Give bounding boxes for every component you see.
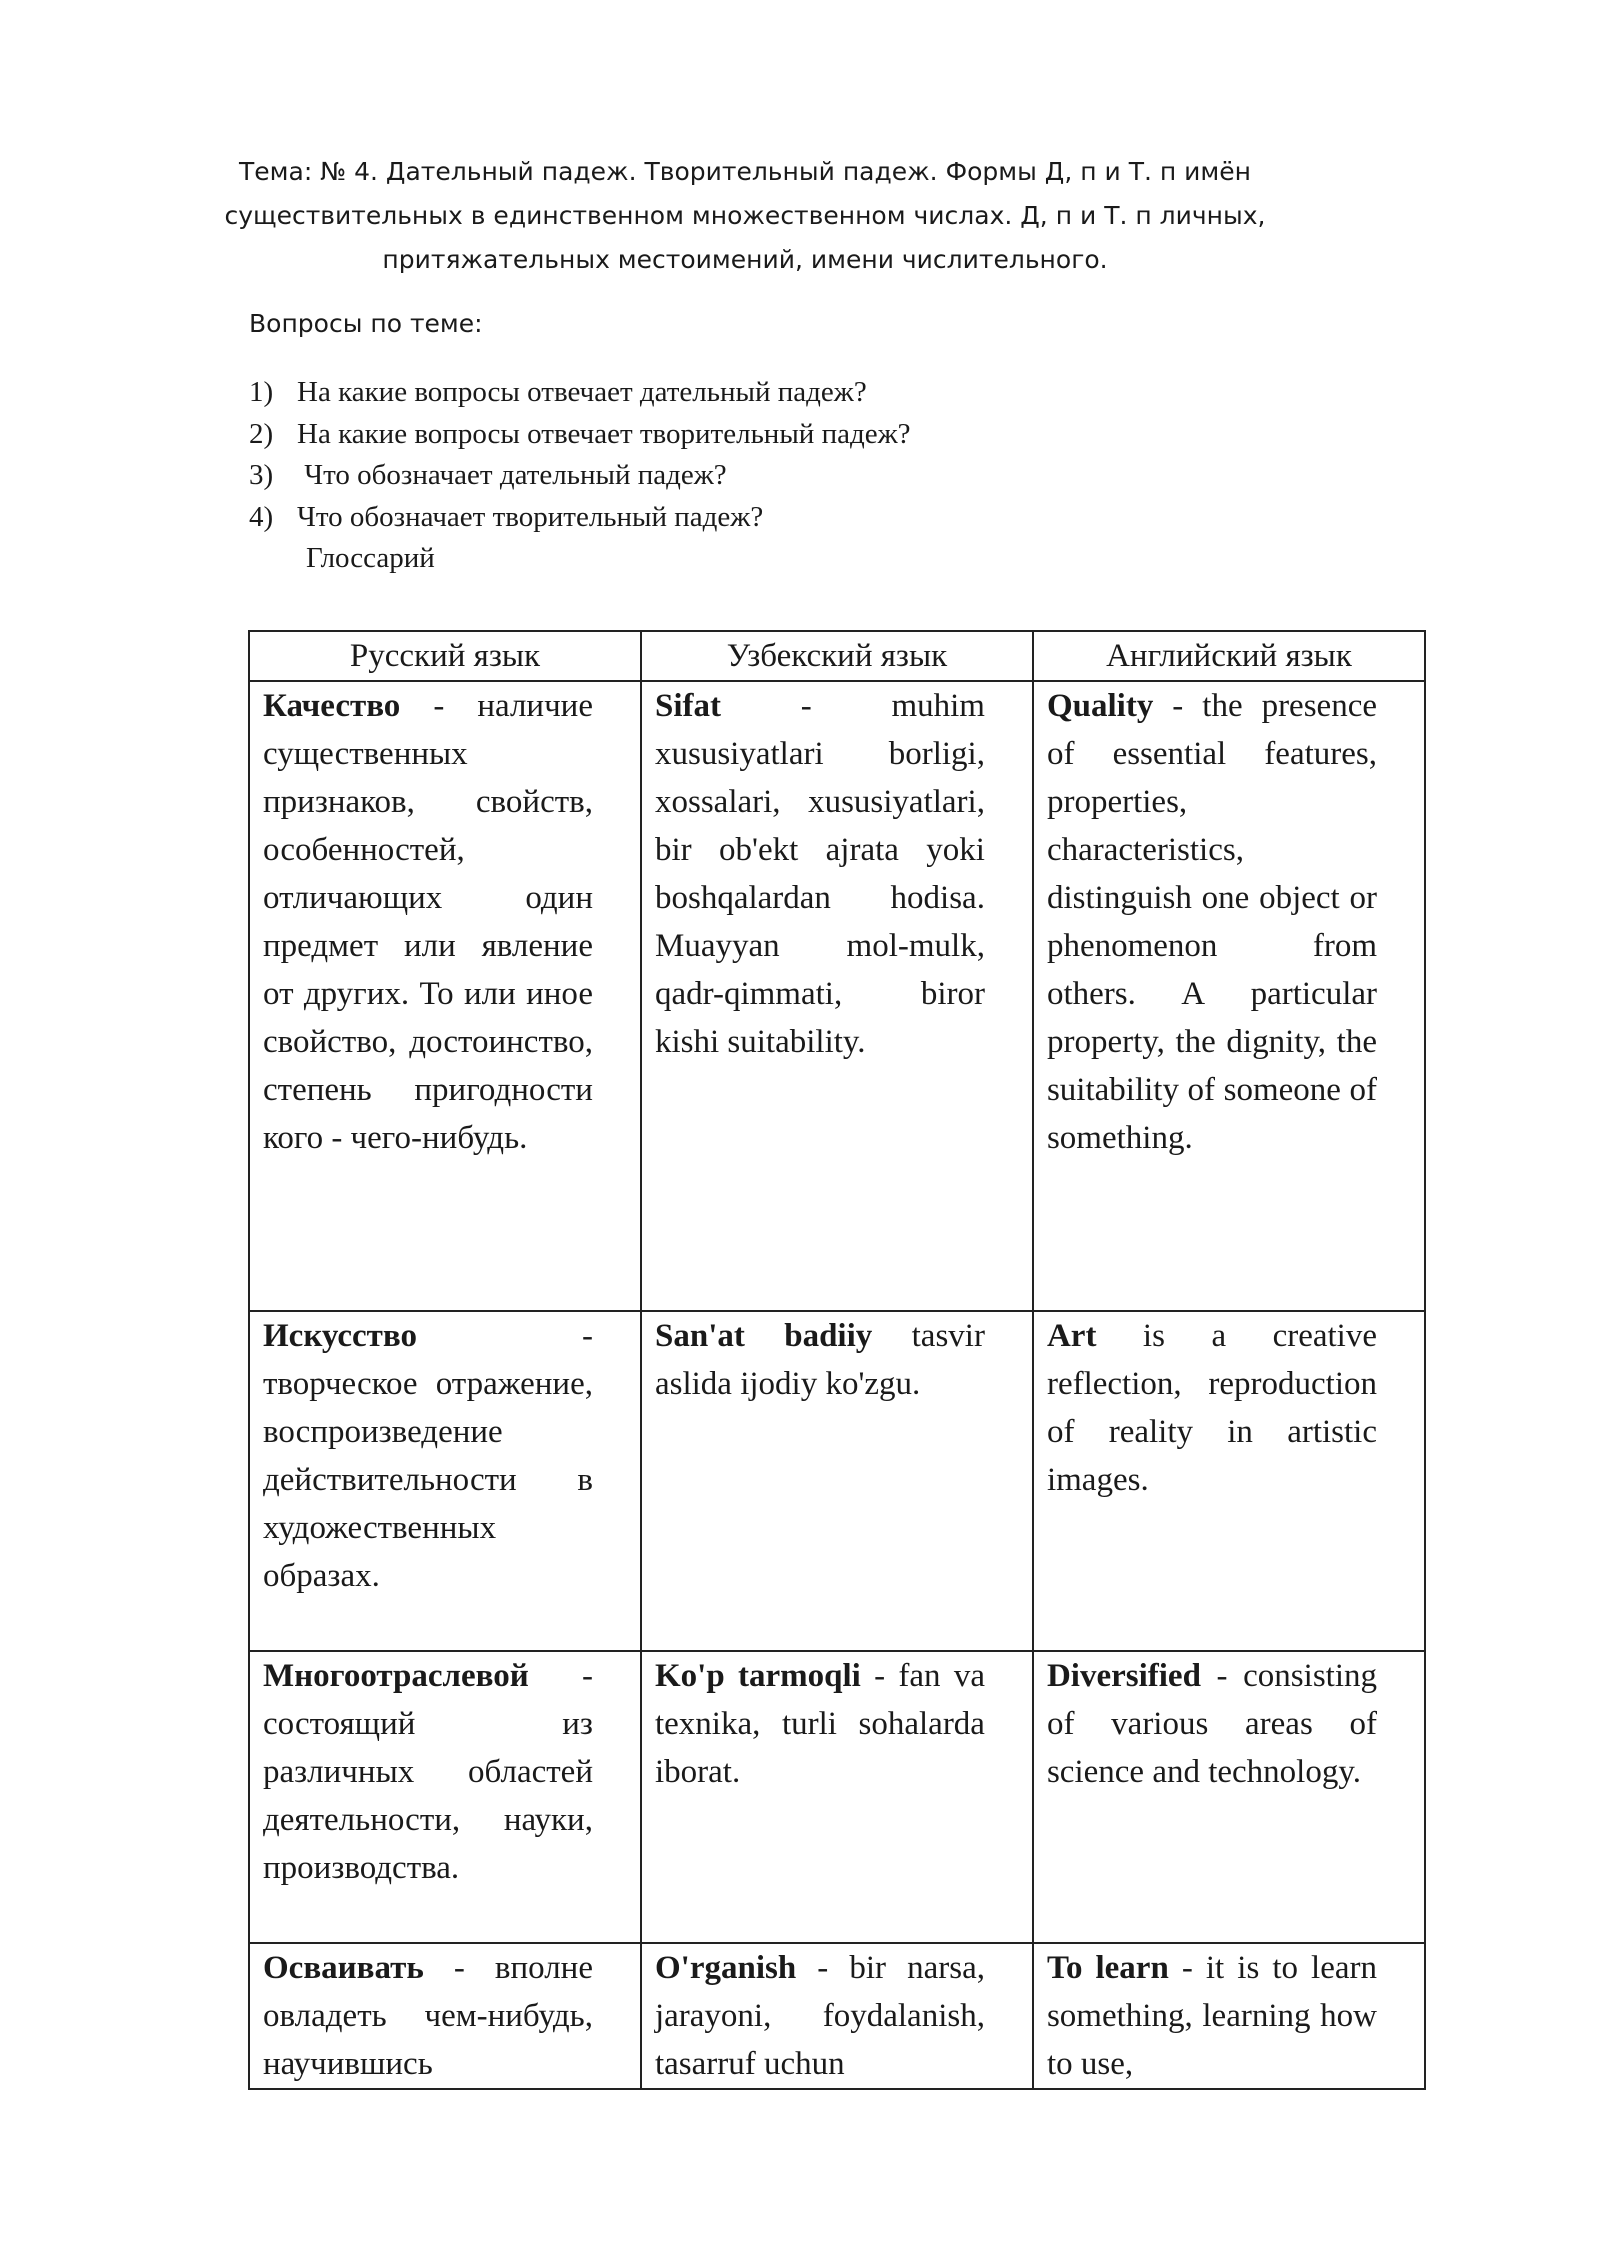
definition: - bir narsa, jarayoni, foydalanish, tasarruf uchun (654, 1950, 985, 2082)
question-number: 1) (249, 376, 274, 408)
cell-russian (249, 1651, 641, 1943)
table-row (249, 1943, 1425, 2089)
definition: - fan va texnika, turli sohalarda iborat. (654, 1658, 985, 1790)
table-row (249, 681, 1425, 1311)
document-title: Тема: № 4. Дательный падеж. Творительный падеж. Формы Д, п и Т. п имён существительных в единственном множественном числах. Д, п и Т. п личных, притяжательных местоимений, имени числительного. (224, 157, 1266, 274)
question-item (249, 414, 911, 456)
cell-english (1033, 1943, 1425, 2089)
term: Качество (263, 688, 401, 724)
glossary-header-row (249, 631, 1425, 681)
term: O'rganish (654, 1950, 797, 1986)
term: Sifat (654, 688, 721, 724)
question-item (249, 372, 911, 414)
definition: is a creative reflection, reproduction of reality in artistic images. (1046, 1318, 1377, 1498)
column-header-russian: Русский язык (249, 631, 641, 681)
term: San'at badiiy (654, 1318, 873, 1354)
question-number: 3) (249, 459, 274, 491)
cell-uzbek (641, 1943, 1033, 2089)
term: To learn (1046, 1950, 1169, 1986)
question-item (249, 497, 911, 539)
definition: - творческое отражение, воспроизведение действительности в художественных образах. (263, 1318, 593, 1594)
term: Осваивать (263, 1950, 424, 1986)
question-text: На какие вопросы отвечает дательный падеж? (297, 376, 867, 408)
column-header-uzbek: Узбекский язык (641, 631, 1033, 681)
term: Art (1046, 1318, 1097, 1354)
definition: - it is to learn something, learning how to use, (1046, 1950, 1377, 2082)
cell-russian (249, 1943, 641, 2089)
glossary-label: Глоссарий (306, 542, 435, 574)
cell-english (1033, 1311, 1425, 1651)
column-header-english: Английский язык (1033, 631, 1425, 681)
question-text: На какие вопросы отвечает творительный падеж? (297, 417, 911, 450)
cell-english (1033, 681, 1425, 1311)
question-item (249, 455, 911, 497)
question-number: 2) (249, 417, 274, 450)
glossary-table (248, 630, 1426, 2090)
term: Ko'p tarmoqli (654, 1658, 861, 1694)
definition: - состоящий из различных областей деятельности, науки, производства. (263, 1658, 593, 1886)
definition: tasvir aslida ijodiy ko'zgu. (654, 1318, 985, 1402)
cell-russian (249, 681, 641, 1311)
definition: - наличие существенных признаков, свойств, особенностей, отличающих один предмет или явление от других. То или иное свойство, достоинство, степень пригодности кого - чего-нибудь. (263, 688, 593, 1156)
cell-uzbek (641, 681, 1033, 1311)
table-row (249, 1311, 1425, 1651)
cell-uzbek (641, 1311, 1033, 1651)
term: Diversified (1046, 1658, 1201, 1694)
definition: - the presence of essential features, properties, characteristics, distinguish one object or phenomenon from others. A particular property, the dignity, the suitability of someone of something. (1046, 688, 1377, 1156)
term: Quality (1046, 688, 1154, 724)
term: Многоотраслевой (263, 1658, 529, 1694)
definition: - вполне овладеть чем-нибудь, научившись (263, 1950, 593, 2082)
questions-list (249, 372, 911, 538)
questions-heading: Вопросы по теме: (249, 309, 483, 338)
definition: - muhim xususiyatlari borligi, xossalari, xususiyatlari, bir ob'ekt ajrata yoki boshqalardan hodisa. Muayyan mol-mulk, qadr-qimmati, biror kishi suitability. (654, 688, 985, 1060)
question-text: Что обозначает творительный падеж? (297, 500, 764, 533)
definition: - consisting of various areas of science and technology. (1046, 1658, 1377, 1790)
cell-uzbek (641, 1651, 1033, 1943)
question-text: Что обозначает дательный падеж? (297, 459, 727, 491)
cell-english (1033, 1651, 1425, 1943)
table-row (249, 1651, 1425, 1943)
question-number: 4) (249, 500, 274, 533)
term: Искусство (263, 1318, 417, 1354)
cell-russian (249, 1311, 641, 1651)
